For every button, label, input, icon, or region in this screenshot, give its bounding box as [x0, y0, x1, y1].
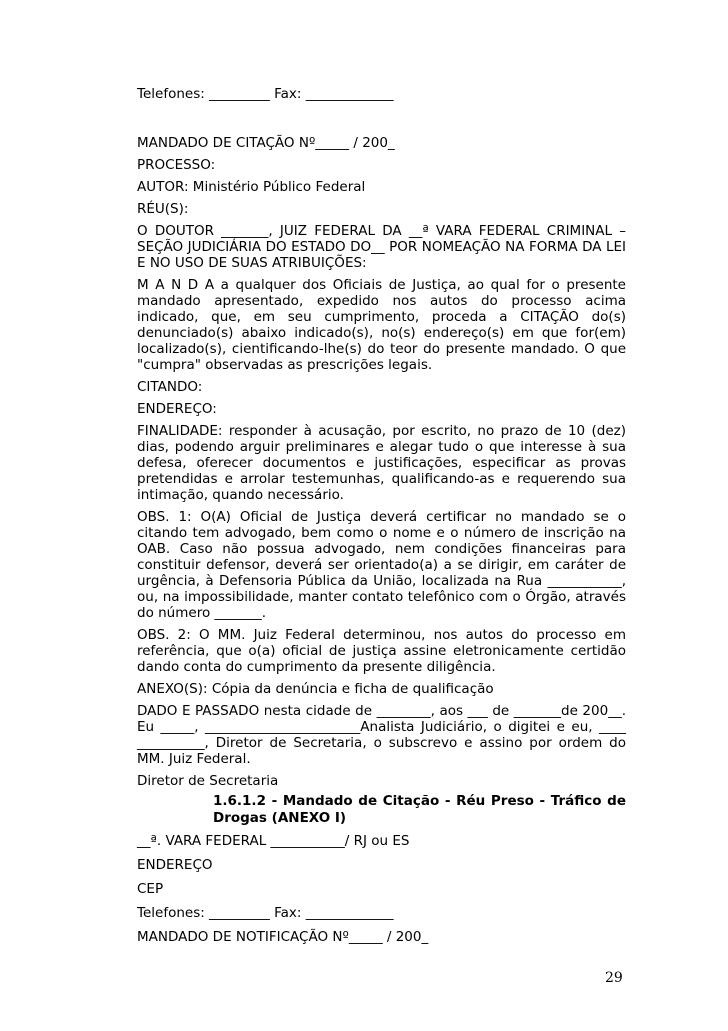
endereco-line: ENDEREÇO [137, 857, 213, 873]
obs2-paragraph: OBS. 2: O MM. Juiz Federal determinou, nos autos do processo em referência, que o(a) oficial de justiça assine eletronicamente certidão dando conta do cumprimento da presente diligência. [137, 627, 626, 675]
finalidade-paragraph: FINALIDADE: responder à acusação, por escrito, no prazo de 10 (dez) dias, podendo arguir preliminares e alegar tudo o que interesse à sua defesa, oferecer documentos e justificações, especificar as provas pretendidas e arrolar testemunhas, qualificando-as e requerendo sua intimação, quando necessário. [137, 423, 626, 503]
dado-paragraph: DADO E PASSADO nesta cidade de ________, aos ___ de _______de 200__. Eu _____, _______________________Analista Judiciário, o digitei e eu, ____ __________, Diretor de Secretaria, o subscrevo e assino por ordem do MM. Juiz Federal. [137, 703, 626, 767]
section-heading: 1.6.1.2 - Mandado de Citação - Réu Preso - Tráfico de Drogas (ANEXO I) [213, 793, 626, 826]
mandado-citacao-title: MANDADO DE CITAÇÃO Nº_____ / 200_ [137, 135, 395, 151]
page-number: 29 [605, 970, 623, 986]
phones-line-top: Telefones: _________ Fax: _____________ [137, 86, 394, 102]
citando-label: CITANDO: [137, 379, 203, 395]
endereco-label: ENDEREÇO: [137, 401, 217, 417]
cep-line: CEP [137, 881, 164, 897]
manda-paragraph: M A N D A a qualquer dos Oficiais de Justiça, ao qual for o presente mandado apresentado, expedido nos autos do processo acima indicado, que, em seu cumprimento, proceda a CITAÇÃO do(s) denunciado(s) abaixo indicado(s), no(s) endereço(s) em que for(em) localizado(s), cientificando-lhe(s) do teor do presente mandado. O que "cumpra" observadas as prescrições legais. [137, 277, 626, 373]
doutor-paragraph: O DOUTOR _______, JUIZ FEDERAL DA __ª VARA FEDERAL CRIMINAL – SEÇÃO JUDICIÁRIA DO ESTADO DO__ POR NOMEAÇÃO NA FORMA DA LEI E NO USO DE SUAS ATRIBUIÇÕES: [137, 223, 626, 271]
phones-line-bottom: Telefones: _________ Fax: _____________ [137, 905, 394, 921]
autor-line: AUTOR: Ministério Público Federal [137, 179, 366, 195]
obs1-paragraph: OBS. 1: O(A) Oficial de Justiça deverá certificar no mandado se o citando tem advogado, bem como o nome e o número de inscrição na OAB. Caso não possua advogado, nem condições financeiras para constituir defensor, deverá ser orientado(a) a se dirigir, em caráter de urgência, à Defensoria Pública da União, localizada na Rua ___________, ou, na impossibilidade, manter contato telefônico com o Órgão, através do número _______. [137, 509, 626, 621]
diretor-line: Diretor de Secretaria [137, 773, 279, 789]
vara-line: __ª. VARA FEDERAL ___________/ RJ ou ES [137, 833, 410, 849]
mandado-notificacao-title: MANDADO DE NOTIFICAÇÃO Nº_____ / 200_ [137, 929, 429, 945]
processo-label: PROCESSO: [137, 157, 216, 173]
document-body [137, 86, 626, 945]
anexos-line: ANEXO(S): Cópia da denúncia e ficha de qualificação [137, 681, 494, 697]
reus-label: RÉU(S): [137, 201, 189, 217]
